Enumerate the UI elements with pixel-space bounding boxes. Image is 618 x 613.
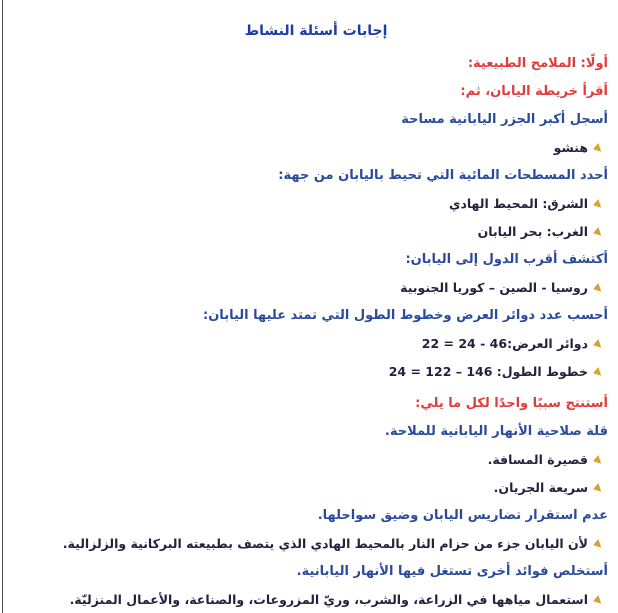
blue-heading: [24, 558, 608, 586]
answers-list: [24, 50, 608, 613]
bullet-item: [24, 446, 608, 474]
blue-heading: [24, 418, 608, 446]
line-text: الغرب: بحر اليابان: [477, 224, 588, 239]
bullet-arrow-icon: [592, 227, 601, 238]
line-text: أحدد المسطحات المائية التي تحيط باليابان من جهة:: [278, 168, 608, 183]
bullet-item: [24, 358, 608, 386]
bullet-arrow-icon: [592, 339, 601, 350]
red-heading: [24, 390, 608, 418]
bullet-arrow-icon: [592, 199, 601, 210]
line-text: قلة صلاحية الأنهار اليابانية للملاحة.: [384, 424, 608, 439]
bullet-item: [24, 330, 608, 358]
bullet-item: [24, 274, 608, 302]
bullet-item: [24, 530, 608, 558]
line-text: قصيرة المسافة.: [487, 452, 588, 467]
bullet-item: [24, 218, 608, 246]
bullet-item: [24, 190, 608, 218]
bullet-arrow-icon: [592, 367, 601, 378]
red-heading: [24, 78, 608, 106]
line-text: أولًا: الملامح الطبيعية:: [467, 56, 608, 71]
line-text: أحسب عدد دوائر العرض وخطوط الطول التي تمتد عليها اليابان:: [203, 308, 608, 323]
line-text: أكتشف أقرب الدول إلى اليابان:: [405, 252, 608, 267]
bullet-arrow-icon: [592, 595, 601, 606]
line-text: خطوط الطول: 146 – 122 = 24: [388, 364, 588, 379]
bullet-item: [24, 474, 608, 502]
blue-heading: [24, 302, 608, 330]
line-text: سريعة الجريان.: [493, 480, 588, 495]
line-text: أقرأ خريطة اليابان، ثم:: [460, 84, 608, 99]
blue-heading: [24, 246, 608, 274]
bullet-arrow-icon: [592, 143, 601, 154]
line-text: دوائر العرض:46 - 24 = 22: [421, 336, 588, 351]
line-text: لأن اليابان جزء من حزام النار بالمحيط الهادي الذي يتصف بطبيعته البركانية والزلزالية.: [62, 536, 588, 551]
bullet-arrow-icon: [592, 283, 601, 294]
blue-heading: [24, 502, 608, 530]
line-text: روسيا - الصين – كوريا الجنوبية: [400, 280, 588, 295]
bullet-arrow-icon: [592, 483, 601, 494]
bullet-arrow-icon: [592, 455, 601, 466]
line-text: هنشو: [553, 140, 588, 155]
bullet-item: [24, 586, 608, 613]
blue-heading: [24, 162, 608, 190]
blue-heading: [24, 106, 608, 134]
line-text: أستنتج سببًا واحدًا لكل ما يلي:: [415, 396, 608, 411]
line-text: عدم استقرار تضاريس اليابان وضيق سواحلها.: [317, 508, 608, 523]
line-text: الشرق: المحيط الهادي: [448, 196, 588, 211]
line-text: أسجل أكبر الجزر اليابانية مساحة: [401, 112, 608, 127]
bullet-item: [24, 134, 608, 162]
bullet-arrow-icon: [592, 539, 601, 550]
line-text: استعمال مياهها في الزراعة، والشرب، وريّ المزروعات، والصناعة، والأعمال المنزليّة.: [69, 592, 588, 607]
line-text: أستخلص فوائد أخرى تستغل فيها الأنهار اليابانية.: [296, 564, 608, 579]
page-title: إجابات أسئلة النشاط: [244, 23, 388, 39]
red-heading: [24, 50, 608, 78]
